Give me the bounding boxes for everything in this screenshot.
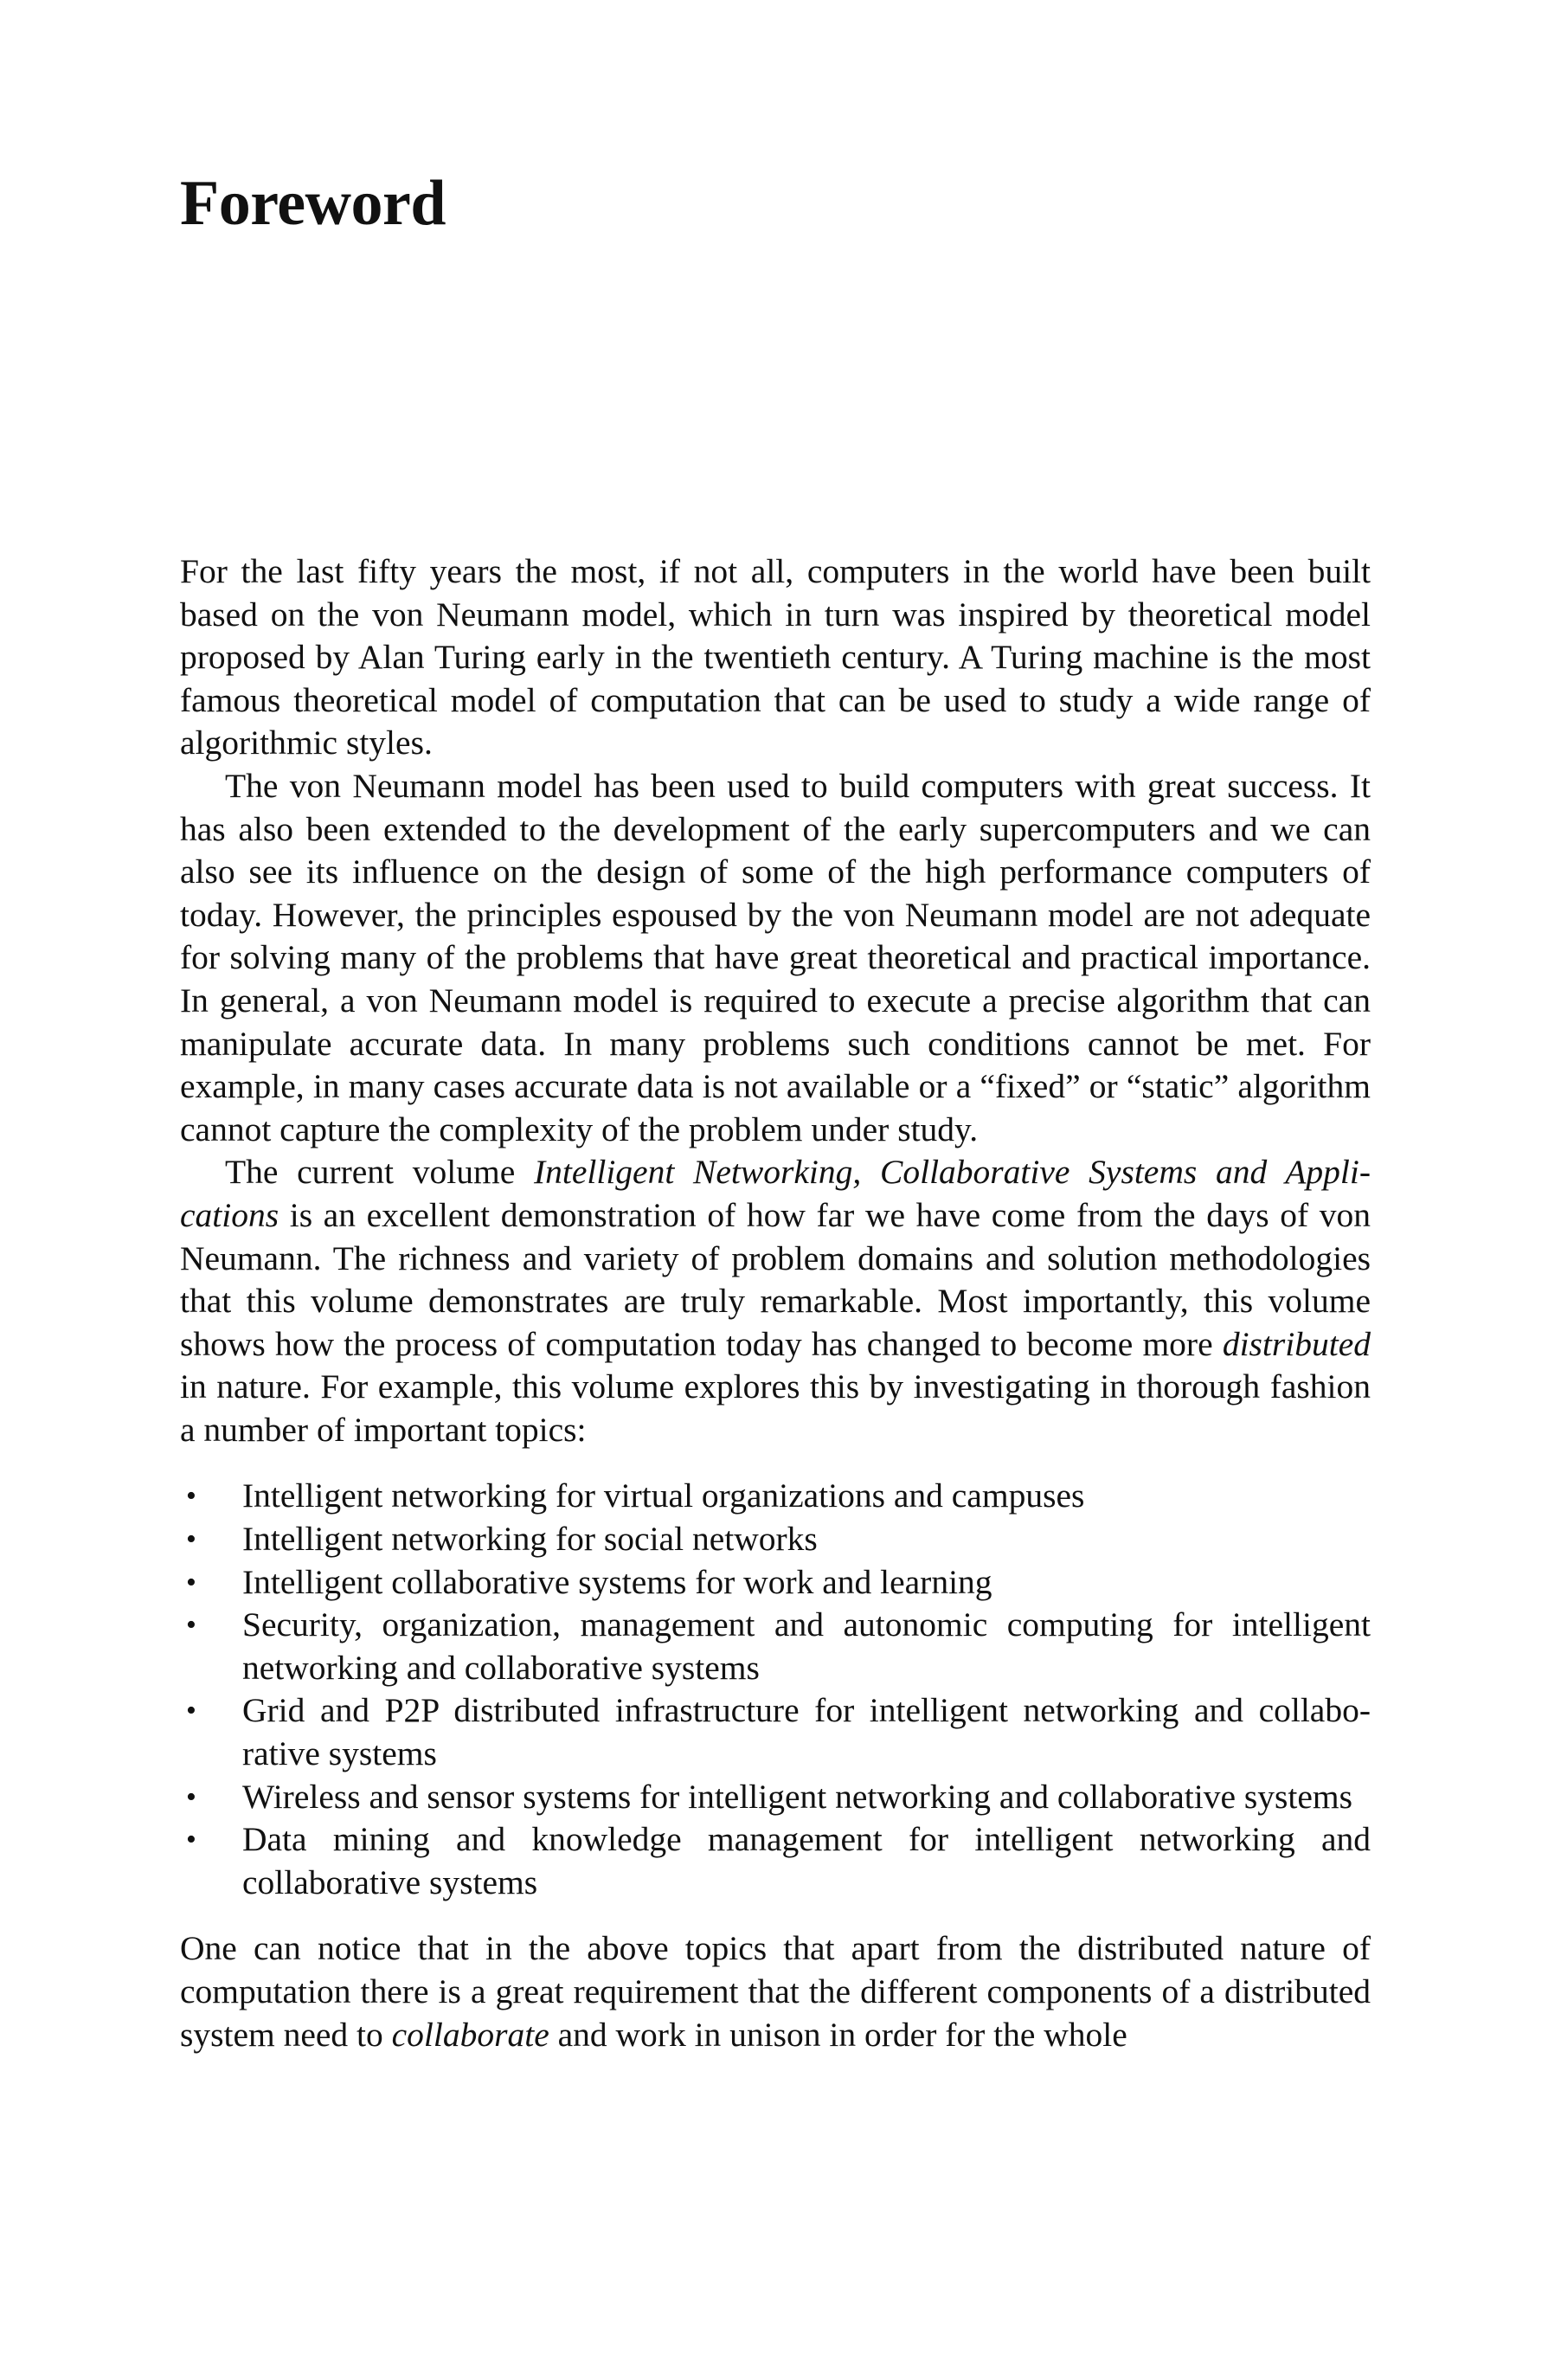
list-item-text: Intelligent networking for social networks [242, 1520, 818, 1559]
paragraph-4 [180, 1927, 1371, 2056]
bullet-icon: • [186, 1523, 196, 1556]
bullet-icon: • [186, 1566, 196, 1598]
list-item [180, 1561, 1371, 1605]
list-item [180, 1818, 1371, 1904]
list-item [180, 1475, 1371, 1518]
bullet-icon: • [186, 1695, 196, 1727]
list-item [180, 1604, 1371, 1689]
list-item-text: Wireless and sensor systems for intelligent networking and collaborative systems [242, 1777, 1352, 1816]
list-item [180, 1518, 1371, 1561]
bullet-icon: • [186, 1824, 196, 1856]
page-title: Foreword [180, 168, 446, 239]
topics-list [180, 1475, 1371, 1904]
body-text [180, 550, 1371, 2056]
paragraph-2: The von Neumann model has been used to build computers with great success. It has also been extended to the development of the early supercomputers and we can also see its influence on the design of some of the high performance computers of today. However, the principles espoused by the von Neumann model are not adequate for solving many of the problems that have great theoretical and practical importance. In general, a von Neumann model is required to execute a precise algorithm that can manipulate accurate data. In many problems such conditions cannot be met. For example, in many cases accurate data is not available or a “fixed” or “static” algorithm cannot capture the complexity of the problem under study. [180, 766, 1371, 1148]
bullet-icon: • [186, 1480, 196, 1513]
list-item-text: Security, organization, management and autonomic computing for intelligent networking and collaborative systems [242, 1605, 1371, 1687]
paragraph-3-mid: is an excellent demonstration of how far we have come from the days of von Neumann. The richness and variety of problem domains and solution methodologies that this volume demonstrates are truly remarkable. Most importantly, this volume shows how the process of computation today has changed to become more [180, 1195, 1371, 1363]
bullet-icon: • [186, 1780, 196, 1813]
paragraph-1: For the last fifty years the most, if not all, computers in the world have been built based on the von Neumann model, which in turn was inspired by theoretical model proposed by Alan Turing early in the twentieth century. A Turing machine is the most famous theoretical model of computation that can be used to study a wide range of algorithmic styles. [180, 552, 1371, 762]
paragraph-3 [180, 1151, 1371, 1451]
list-item [180, 1776, 1371, 1819]
paragraph-3-tail: in nature. For example, this volume explores this by investigating in thorough fashion a number of important topics: [180, 1367, 1371, 1449]
volume-title: Intelligent Networking, Collaborative Systems and Applications [180, 1153, 1371, 1234]
paragraph-3-lead: The current volume [225, 1153, 534, 1192]
list-item-text: Grid and P2P distributed infrastructure for intelligent networking and collaborative systems [242, 1691, 1371, 1773]
list-item-text: Data mining and knowledge management for intelligent networking and collaborative systems [242, 1820, 1371, 1901]
emphasis-collaborate: collaborate [391, 2015, 549, 2054]
list-item-text: Intelligent collaborative systems for work and learning [242, 1562, 992, 1601]
list-item [180, 1689, 1371, 1775]
bullet-icon: • [186, 1609, 196, 1642]
paragraph-4-lead: One can notice that in the above topics that apart from the distributed nature of computation there is a great requirement that the different components of a distributed system need to [180, 1929, 1371, 2054]
emphasis-distributed: distributed [1222, 1324, 1371, 1363]
paragraph-4-tail: and work in unison in order for the whole [549, 2015, 1127, 2054]
list-item-text: Intelligent networking for virtual organizations and campuses [242, 1476, 1085, 1515]
